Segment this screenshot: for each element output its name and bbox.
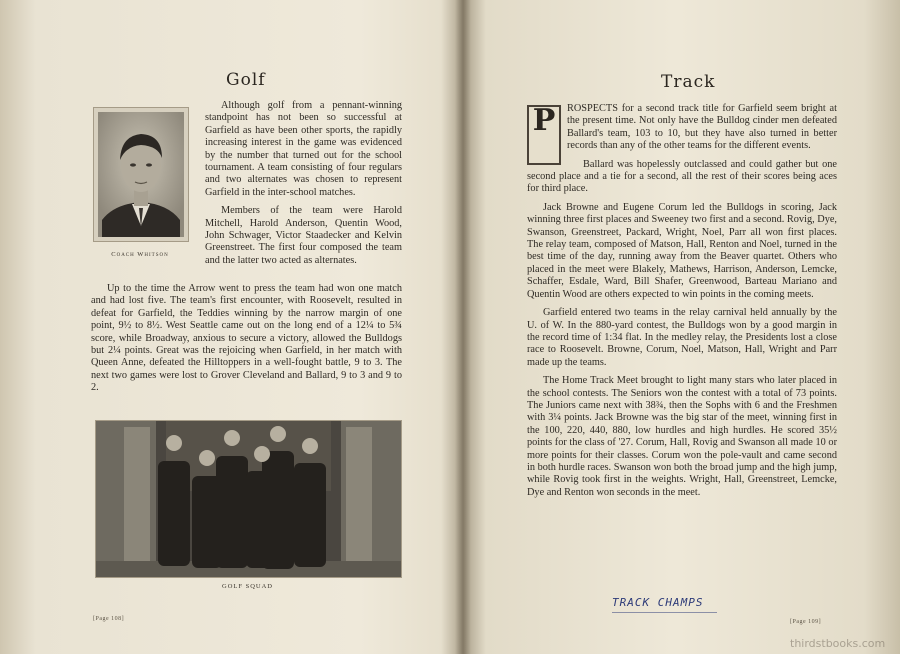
handwritten-underline — [612, 612, 717, 613]
track-paragraph-4: Garfield entered two teams in the relay carnival held annually by the U. of W. In the 880-yard contest, the Bulldogs won by a good margin in the record time of 1:34 flat. In the medley relay, the Presidents lost a close race to Roosevelt. Browne, Corum, Noel, Matson, Hall, Wright and Parr made up the teams. — [527, 307, 837, 368]
coach-portrait — [93, 107, 189, 242]
handwritten-note: TRACK CHAMPS — [612, 596, 704, 609]
golf-text-column — [205, 100, 402, 273]
golf-paragraph-1: Although golf from a pennant-winning standpoint has not been so successful at Garfield as have been other sports, the rapidly increasing interest in the game was evidenced by the number that turned out for the school tournament. A team consisting of four regulars and two alternates was chosen to represent Garfield in the inter-school matches. — [205, 100, 402, 198]
left-page-number: [Page 108] — [93, 616, 125, 622]
track-text-column — [527, 103, 837, 505]
track-paragraph-2: Ballard was hopelessly outclassed and could gather but one second place and a tie for a second, all the rest of their scores being aces for third place. — [527, 158, 837, 195]
golf-heading: Golf — [226, 70, 266, 90]
track-heading: Track — [661, 72, 716, 92]
golf-squad-image — [96, 421, 401, 577]
golf-squad-photo — [95, 420, 402, 578]
book-gutter — [455, 0, 471, 654]
golf-text-full — [91, 283, 402, 401]
track-paragraph-3: Jack Browne and Eugene Corum led the Bulldogs in scoring, Jack winning three first places and Sweeney two first and a second. Rovig, Dye, Swanson, Greenstreet, Packard, Wright, Noel, Parr all won first places. The relay team, composed of Matson, Hall, Renton and Noel, turned in the best time of the day, running away from the Beaver quartet. Others who placed in the meet were Blakely, Mathews, Harrison, Anderson, Lemcke, Schaffer, Esdale, Ward, Bill Shafer, Greenwood, Barteau Mariano and Quentin Wood are others expected to win points in the coming meets. — [527, 201, 837, 300]
coach-portrait-image — [94, 108, 188, 241]
right-page-number: [Page 109] — [790, 619, 822, 625]
golf-paragraph-2: Members of the team were Harold Mitchell, Harold Anderson, Quentin Wood, John Schwager, Victor Staadecker and Kelvin Greenstreet. The first four composed the team and the latter two acted as alternates. — [205, 205, 402, 266]
dropcap-ornament — [527, 105, 561, 165]
track-paragraph-1-text: ROSPECTS for a second track title for Garfield seem bright at the present time. Not only have the Bulldog cinder men defeated Ballard's team, 103 to 10, but they have also turned in better records than any of the other teams for the different events. — [567, 103, 837, 152]
coach-caption: Coach Whitson — [111, 251, 169, 258]
golf-paragraph-3: Up to the time the Arrow went to press the team had won one match and had lost five. The team's first encounter, with Roosevelt, resulted in defeat for Garfield, the Teddies winning by the narrow margin of one point, 9½ to 8½. West Seattle came out on the long end of a 12¼ to 5¾ score, while Broadway, anxious to secure a victory, allowed the Bulldogs but 2¼ points. Great was the rejoicing when Garfield, in her match with Queen Anne, defeated the Hilltoppers in a well-fought battle, 9 to 3. The next two games were lost to Grover Cleveland and Ballard, 9 to 3 and 9 to 2. — [91, 283, 402, 394]
track-paragraph-5: The Home Track Meet brought to light many stars who later placed in the school contests. The Seniors won the contest with a total of 73 points. The Juniors came next with 38¾, then the Sophs with 6 and the Freshmen with 3¼ points. Jack Browne was the big star of the meet, winning first in the 100, 220, 440, 880, low hurdles and high hurdles. He scored 35½ points for the class of '27. Corum, Hall, Rovig and Swanson all made 10 or more points for their classes. Corum won the pole-vault and came second in both hurdle races. Swanson won both the broad jump and the high jump, while Rovig took first in the weights. Wright, Hall, Greenstreet, Lemcke, Dye and Renton won seconds in the meet. — [527, 375, 837, 498]
golf-squad-caption: GOLF SQUAD — [222, 583, 273, 590]
watermark: thirdstbooks.com — [790, 637, 886, 650]
dropcap-letter: P — [532, 103, 556, 138]
track-paragraph-1 — [527, 103, 837, 153]
